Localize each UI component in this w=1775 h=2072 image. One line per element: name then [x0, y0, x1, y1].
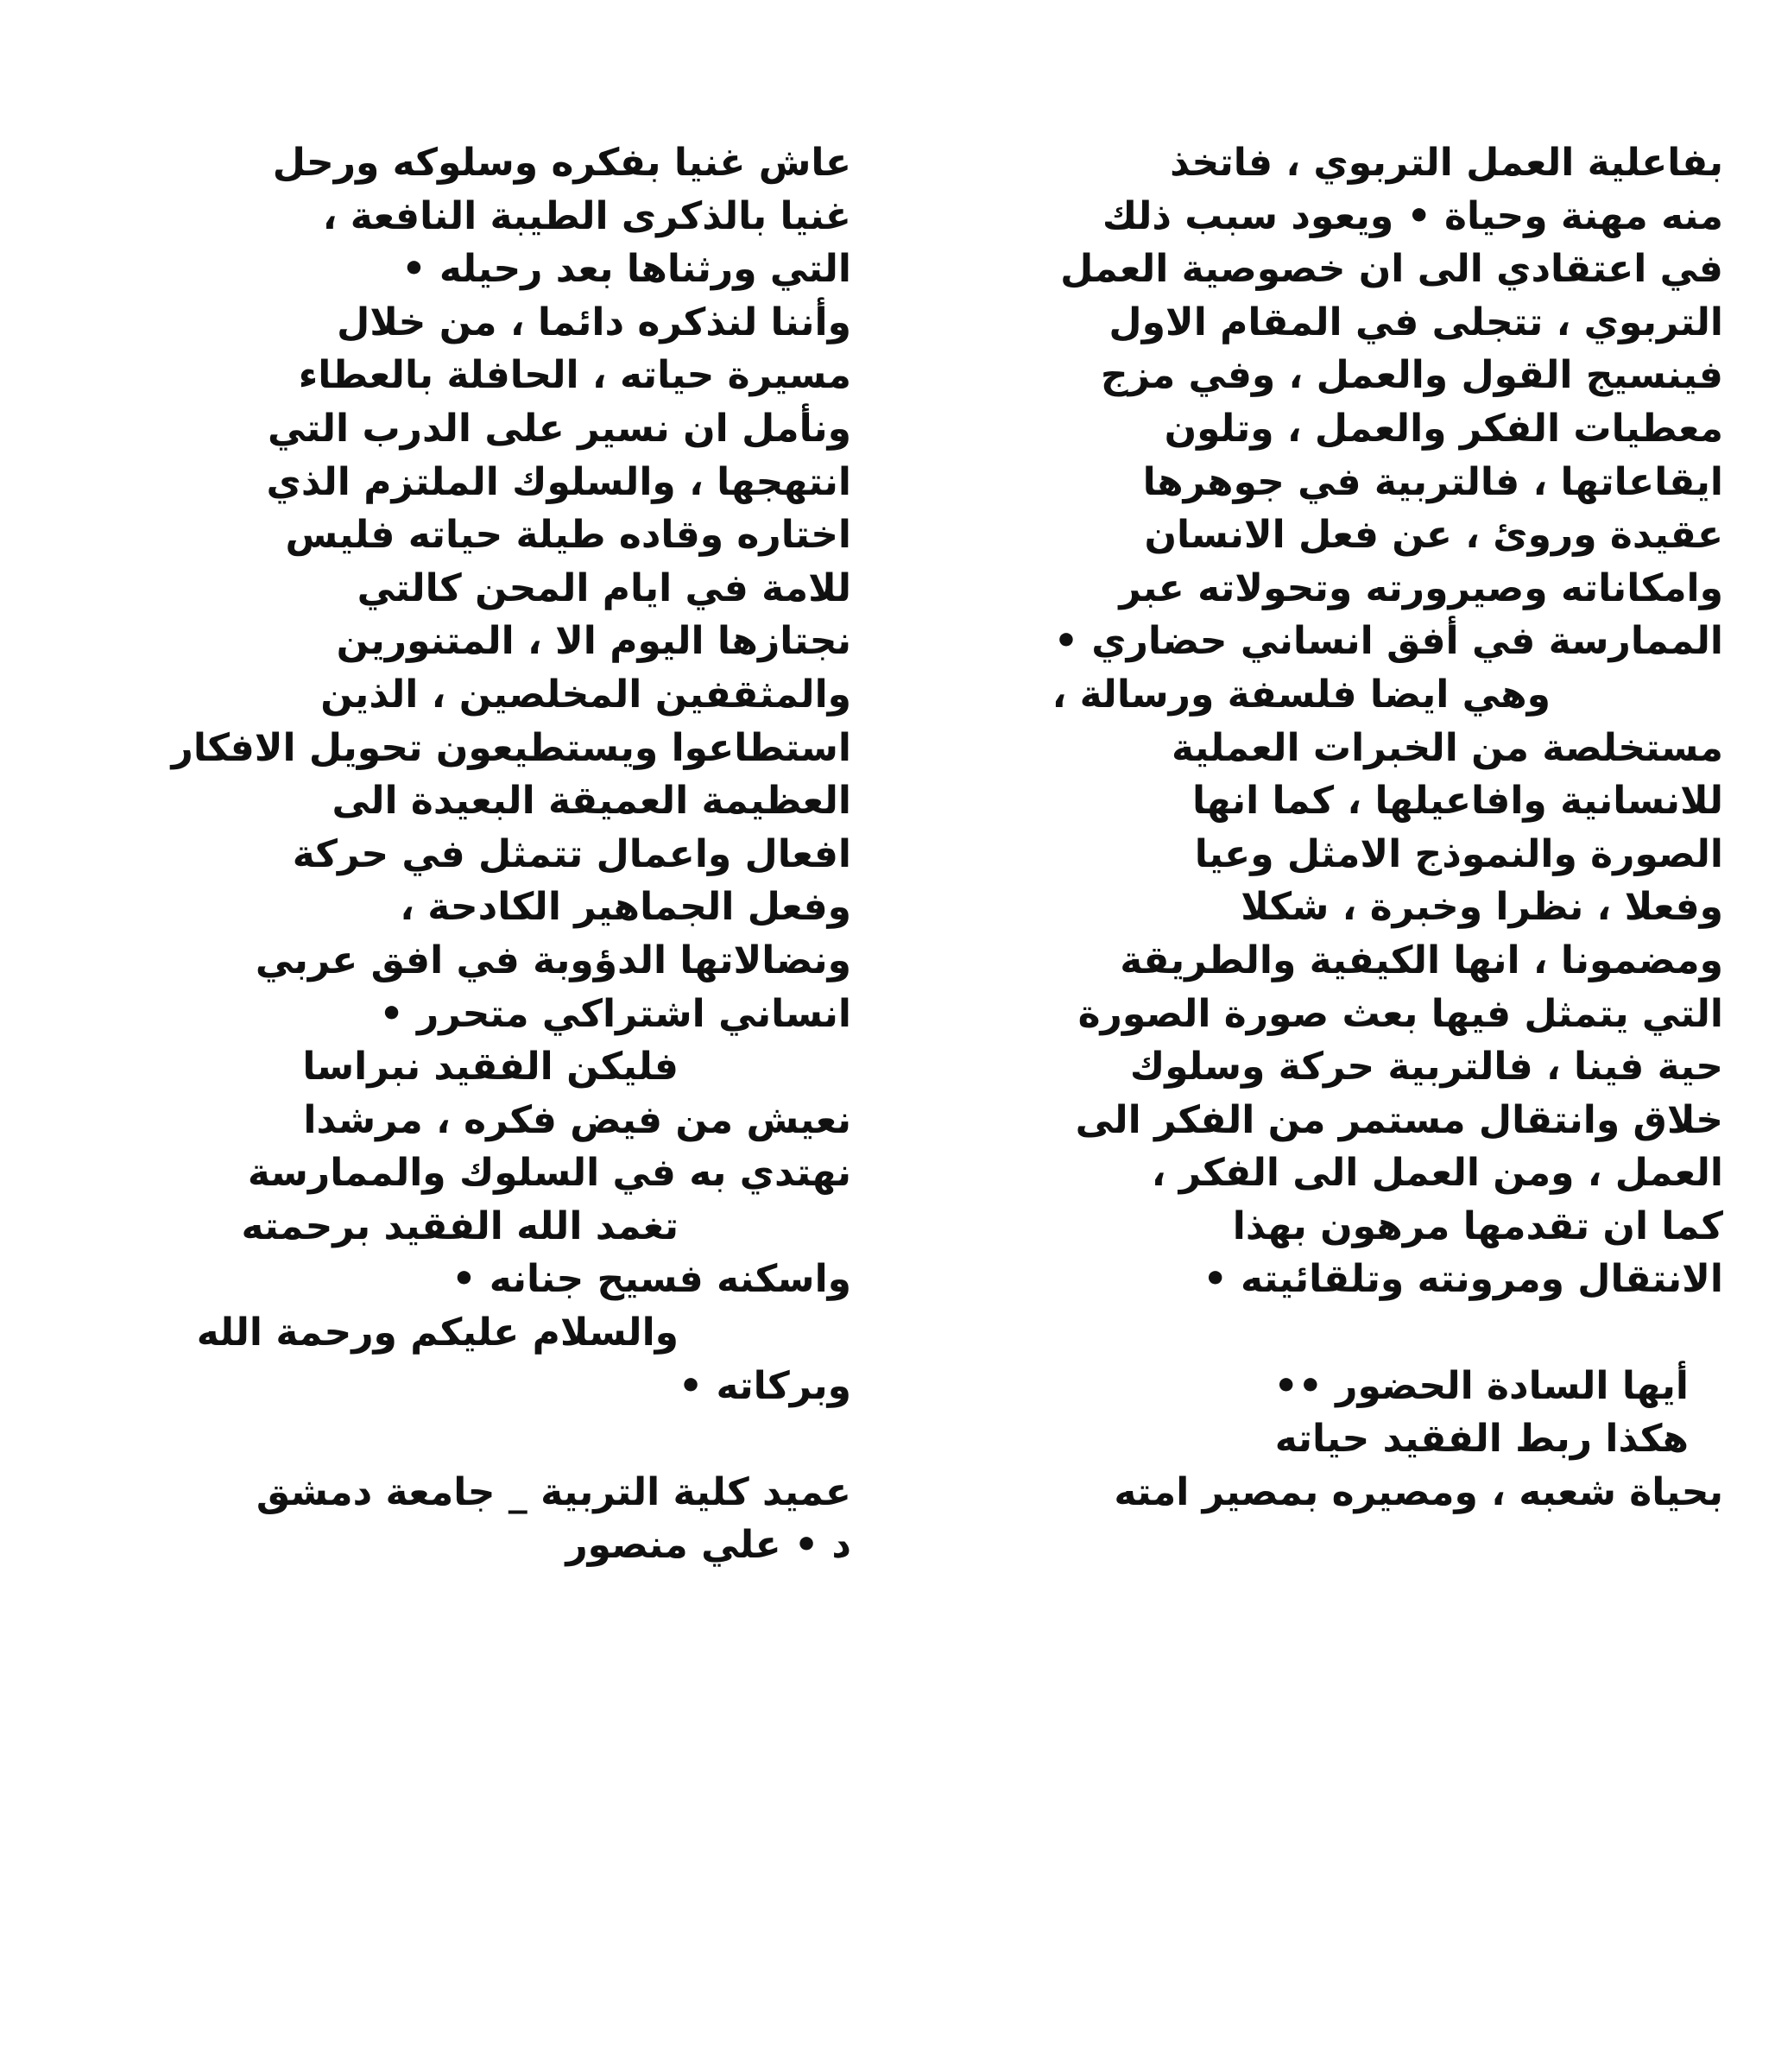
text-line: تغمد الله الفقيد برحمته [241, 1203, 679, 1248]
text-line: خلاق وانتقال مستمر من الفكر الى [1075, 1097, 1723, 1142]
text-line: وأننا لنذكره دائما ، من خلال [337, 300, 851, 344]
closing-line: أيها السادة الحضور •• [1273, 1363, 1689, 1408]
text-line: ايقاعاتها ، فالتربية في جوهرها [1142, 459, 1723, 504]
text-line: التي ورثناها بعد رحيله • [401, 247, 851, 292]
signature-block [57, 1466, 851, 1572]
text-line: فينسيج القول والعمل ، وفي مزج [1100, 353, 1723, 398]
text-line: الصورة والنموذج الامثل وعيا [1194, 831, 1723, 876]
text-line: مستخلصة من الخبرات العملية [1172, 725, 1723, 770]
text-line: معطيات الفكر والعمل ، وتلون [1164, 406, 1723, 451]
text-line: العمل ، ومن العمل الى الفكر ، [1151, 1151, 1723, 1196]
text-line: غنيا بالذكرى الطيبة النافعة ، [322, 193, 851, 238]
text-line: نعيش من فيض فكره ، مرشدا [303, 1097, 851, 1142]
text-line: واسكنه فسيح جنانه • [452, 1257, 851, 1302]
paragraph-gap [946, 1306, 1723, 1360]
text-line: للانسانية وافاعيلها ، كما انها [1192, 779, 1723, 824]
text-line: نهتدي به في السلوك والممارسة [247, 1151, 851, 1196]
text-line: كما ان تقدمها مرهون بهذا [1232, 1203, 1723, 1248]
text-line: منه مهنة وحياة • ويعود سبب ذلك [1102, 193, 1723, 238]
text-line: فليكن الفقيد نبراسا [302, 1045, 679, 1090]
text-line: وفعل الجماهير الكادحة ، [400, 885, 851, 930]
signature-name: د • علي منصور [565, 1523, 851, 1568]
closing-line: هكذا ربط الفقيد حياته [1274, 1417, 1689, 1462]
text-line: ونأمل ان نسير على الدرب التي [268, 406, 851, 451]
text-line: عاش غنيا بفكره وسلوكه ورحل [272, 141, 851, 185]
text-line: انتهجها ، والسلوك الملتزم الذي [266, 459, 851, 504]
text-line: نجتازها اليوم الا ، المتنورين [336, 619, 851, 664]
paragraph-gap [57, 1412, 851, 1466]
text-line: الممارسة في أفق انساني حضاري • [1053, 619, 1723, 664]
text-line: والمثقفين المخلصين ، الذين [320, 672, 851, 717]
text-line: في اعتقادي الى ان خصوصية العمل [1060, 247, 1723, 292]
closing-line: بحياة شعبه ، ومصيره بمصير امته [1114, 1469, 1723, 1514]
text-line: انساني اشتراكي متحرر • [379, 991, 851, 1036]
text-line: وهي ايضا فلسفة ورسالة ، [1052, 672, 1551, 717]
text-line: وبركاته • [679, 1363, 851, 1408]
text-line: للامة في ايام المحن كالتي [357, 565, 851, 610]
text-line: الانتقال ومرونته وتلقائيته • [1203, 1257, 1723, 1302]
text-line: التربوي ، تتجلى في المقام الاول [1109, 300, 1723, 344]
text-line: ونضالاتها الدؤوبة في افق عربي [255, 938, 851, 982]
text-line: اختاره وقاده طيلة حياته فليس [285, 513, 851, 558]
text-line: ومضمونا ، انها الكيفية والطريقة [1120, 938, 1723, 982]
text-line: عقيدة وروئ ، عن فعل الانسان [1144, 513, 1723, 558]
text-line: حية فينا ، فالتربية حركة وسلوك [1129, 1045, 1723, 1090]
text-line: استطاعوا ويستطيعون تحويل الافكار [171, 725, 851, 770]
text-line: العظيمة العميقة البعيدة الى [332, 779, 851, 824]
signature-title: عميد كلية التربية _ جامعة دمشق [256, 1469, 851, 1514]
text-line: وامكاناته وصيرورته وتحولاته عبر [1119, 565, 1723, 610]
text-line: مسيرة حياته ، الحافلة بالعطاء [298, 353, 851, 398]
text-line: وفعلا ، نظرا وخبرة ، شكلا [1241, 885, 1723, 930]
text-line: افعال واعمال تتمثل في حركة [292, 831, 851, 876]
text-line: بفاعلية العمل التربوي ، فاتخذ [1170, 141, 1723, 185]
text-line: التي يتمثل فيها بعث صورة الصورة [1077, 991, 1723, 1036]
right-column [946, 136, 1723, 1519]
left-column [57, 136, 851, 1572]
text-line: والسلام عليكم ورحمة الله [196, 1311, 679, 1355]
